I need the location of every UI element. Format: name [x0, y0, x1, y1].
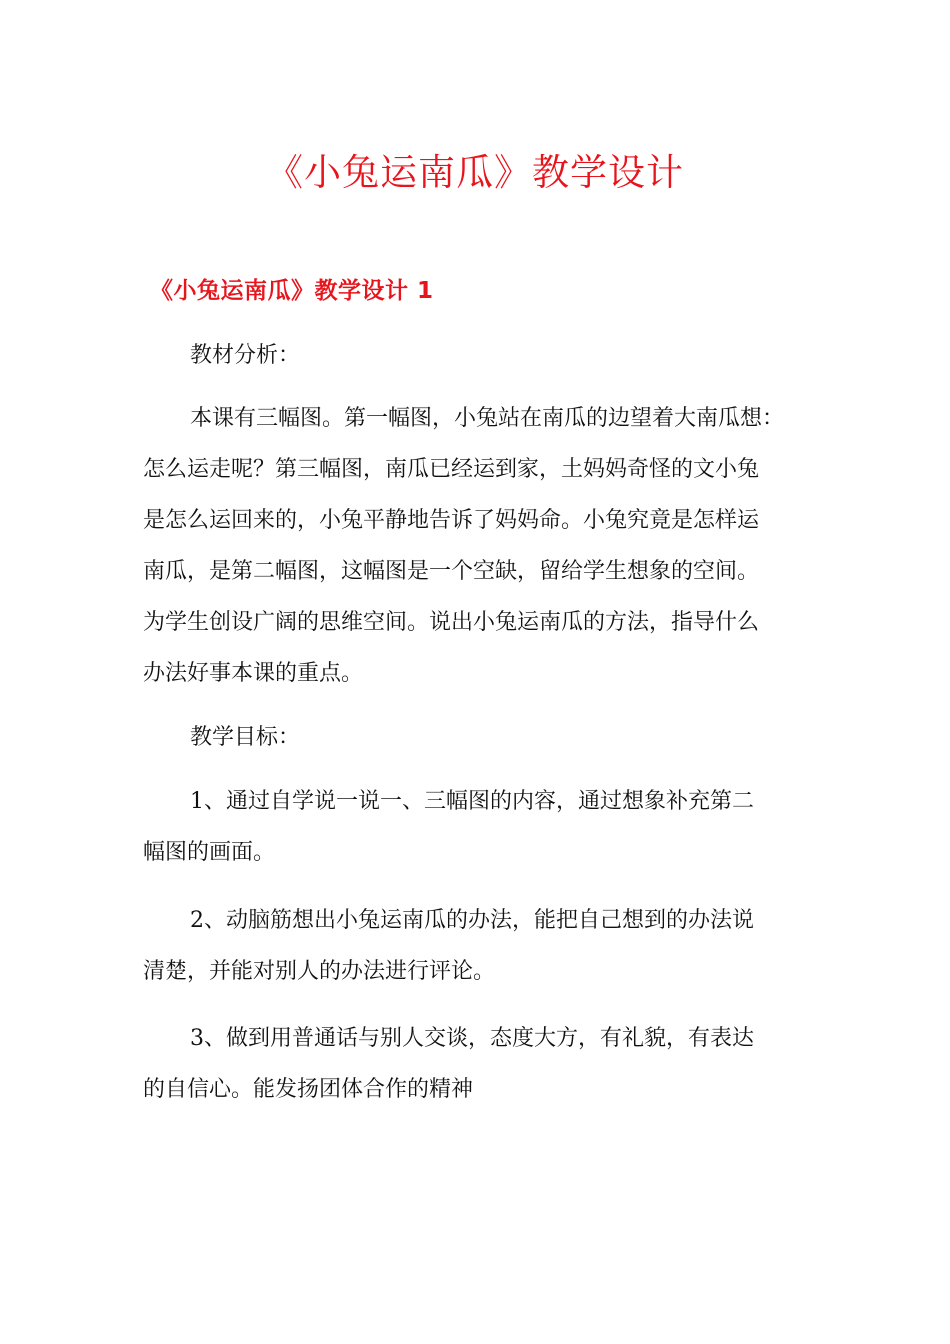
paragraph-line: 南瓜，是第二幅图，这幅图是一个空缺，留给学生想象的空间。: [143, 559, 760, 584]
goal-3-paragraph: [143, 1013, 823, 1115]
section-heading: 《小兔运南瓜》教学设计 1: [150, 278, 434, 304]
material-analysis-paragraph: [143, 393, 823, 699]
teaching-goals-label: [143, 712, 823, 763]
material-analysis-label-text: 教材分析：: [190, 343, 301, 368]
paragraph-line: 本课有三幅图。第一幅图，小兔站在南瓜的边望着大南瓜想：: [190, 406, 785, 431]
paragraph-line: 3、做到用普通话与别人交谈，态度大方，有礼貌，有表达: [190, 1026, 754, 1051]
paragraph-line: 怎么运走呢？第三幅图，南瓜已经运到家，土妈妈奇怪的文小兔: [143, 457, 760, 482]
paragraph-line: 办法好事本课的重点。: [143, 661, 364, 686]
paragraph-line: 是怎么运回来的，小兔平静地告诉了妈妈命。小兔究竟是怎样运: [143, 508, 760, 533]
paragraph-line: 1、通过自学说一说一、三幅图的内容，通过想象补充第二: [190, 789, 754, 814]
page-title: 《小兔运南瓜》教学设计: [266, 151, 684, 194]
material-analysis-label: [143, 330, 823, 381]
goal-1-paragraph: [143, 776, 823, 878]
paragraph-line: 2、动脑筋想出小兔运南瓜的办法，能把自己想到的办法说: [190, 908, 754, 933]
teaching-goals-label-text: 教学目标：: [190, 725, 301, 750]
goal-2-paragraph: [143, 895, 823, 997]
paragraph-line: 清楚，并能对别人的办法进行评论。: [143, 959, 496, 984]
paragraph-line: 的自信心。能发扬团体合作的精神: [143, 1077, 474, 1102]
paragraph-line: 为学生创设广阔的思维空间。说出小兔运南瓜的方法，指导什么: [143, 610, 760, 635]
paragraph-line: 幅图的画面。: [143, 840, 276, 865]
